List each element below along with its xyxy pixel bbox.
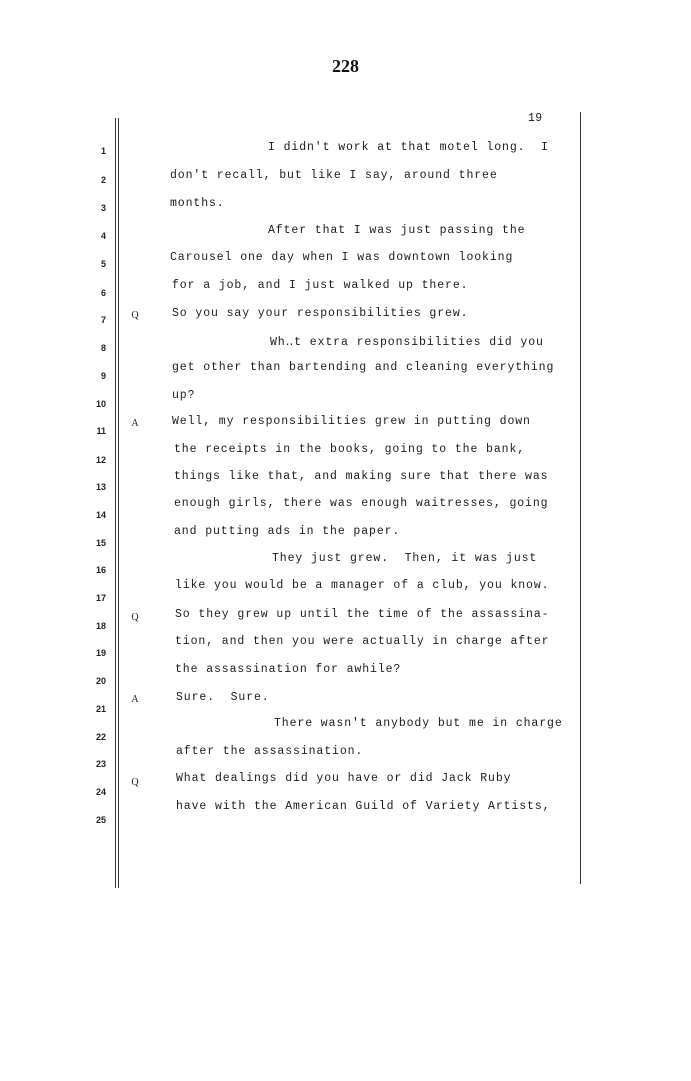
inner-page-number: 19 <box>528 112 543 125</box>
speaker-q: Q <box>131 777 139 788</box>
speaker-a: A <box>131 418 139 429</box>
transcript-line: Carousel one day when I was downtown looking <box>170 251 514 264</box>
transcript-line: up? <box>172 389 196 402</box>
line-number-11: 11 <box>96 426 106 436</box>
transcript-line: I didn't work at that motel long. I <box>268 141 549 154</box>
line-number-13: 13 <box>95 482 106 492</box>
line-number-7: 7 <box>100 315 106 325</box>
line-number-25: 25 <box>95 815 106 825</box>
line-number-5: 5 <box>100 259 106 269</box>
transcript-line: There wasn't anybody but me in charge <box>274 717 563 730</box>
transcript-line: have with the American Guild of Variety Artists, <box>176 800 551 813</box>
line-number-10: 10 <box>95 399 106 409</box>
page-number: 228 <box>332 56 359 76</box>
line-number-20: 20 <box>95 676 106 686</box>
speaker-a: A <box>131 694 139 705</box>
transcript-line: After that I was just passing the <box>268 224 526 237</box>
transcript-line: Well, my responsibilities grew in putting down <box>172 415 531 428</box>
transcript-line: things like that, and making sure that there was <box>174 470 549 483</box>
left-margin-rule-inner <box>118 118 119 888</box>
transcript-line: What dealings did you have or did Jack Ruby <box>176 772 512 785</box>
line-number-23: 23 <box>95 759 106 769</box>
line-number-22: 22 <box>95 732 106 742</box>
transcript-line: So you say your responsibilities grew. <box>172 307 469 320</box>
transcript-line: They just grew. Then, it was just <box>272 552 538 565</box>
line-number-18: 18 <box>95 621 106 631</box>
line-number-1: 1 <box>100 146 106 156</box>
transcript-line: get other than bartending and cleaning everything <box>172 361 555 374</box>
line-number-9: 9 <box>100 371 106 381</box>
right-margin-rule <box>580 112 581 884</box>
line-number-17: 17 <box>95 593 106 603</box>
line-number-14: 14 <box>95 510 106 520</box>
line-number-19: 19 <box>95 648 106 658</box>
transcript-line: the receipts in the books, going to the bank, <box>174 443 526 456</box>
line-number-4: 4 <box>100 231 106 241</box>
line-number-6: 6 <box>100 288 106 298</box>
line-number-12: 12 <box>95 455 106 465</box>
line-number-8: 8 <box>100 343 106 353</box>
transcript-line: and putting ads in the paper. <box>174 525 401 538</box>
line-number-24: 24 <box>95 787 106 797</box>
transcript-line: months. <box>170 197 225 210</box>
transcript-line: the assassination for awhile? <box>175 663 402 676</box>
transcript-line: enough girls, there was enough waitresses, going <box>174 497 549 510</box>
line-number-16: 16 <box>95 565 106 575</box>
left-margin-rule <box>115 118 116 888</box>
line-number-21: 21 <box>95 704 106 714</box>
speaker-q: Q <box>131 310 139 321</box>
transcript-line: Sure. Sure. <box>176 691 270 704</box>
transcript-line: like you would be a manager of a club, you know. <box>175 579 550 592</box>
line-number-15: 15 <box>95 538 106 548</box>
transcript-line: after the assassination. <box>176 745 364 758</box>
transcript-line: Wh‥t extra responsibilities did you <box>270 336 544 349</box>
line-number-3: 3 <box>100 203 106 213</box>
speaker-q: Q <box>131 612 139 623</box>
transcript-line: tion, and then you were actually in charge after <box>175 635 550 648</box>
transcript-line: don't recall, but like I say, around three <box>170 169 498 182</box>
transcript-line: So they grew up until the time of the assassina- <box>175 608 550 621</box>
transcript-line: for a job, and I just walked up there. <box>172 279 469 292</box>
line-number-2: 2 <box>100 175 106 185</box>
